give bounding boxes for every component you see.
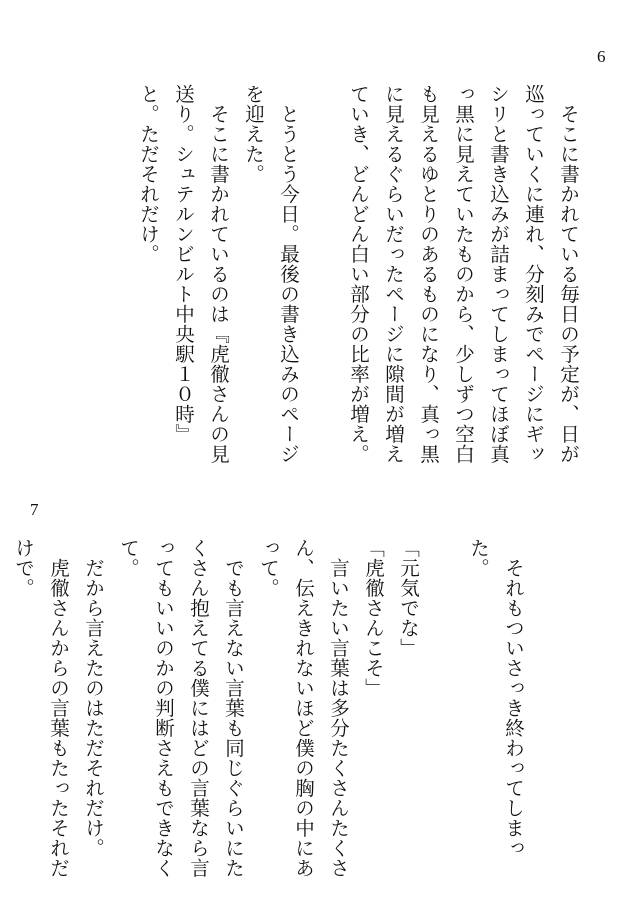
- paragraph: 言いたい言葉は多分たくさんたくさん、伝えきれないほど僕の胸の中にあって。: [257, 538, 350, 878]
- page-number-top: 6: [597, 47, 606, 66]
- page-number-bottom: 7: [30, 500, 39, 519]
- page-6-body-text: [131, 84, 586, 464]
- dialogue-line: 「虎徹さんこそ」: [362, 538, 385, 698]
- dialogue-line: 「元気でな」: [397, 538, 420, 658]
- paragraph: それもついさっき終わってしまった。: [467, 538, 525, 858]
- paragraph: そこに書かれている毎日の予定が、日が巡っていくに連れ、分刻みでページにギッシリと書き込みが詰まってしまってほぼ真っ黒に見えていたものから、少しずつ空白も見えるゆとりのあるものになり、真っ黒に見えるぐらいだったページに隙間が増えていき、どんどん白い部分の比率が増え。: [347, 84, 580, 464]
- paragraph: 虎徹さんからの言葉もたったそれだけで。: [12, 538, 70, 878]
- blank-line: [426, 538, 461, 878]
- paragraph: だから言えたのはただそれだけ。: [82, 538, 105, 858]
- blank-line: [306, 84, 341, 464]
- paragraph: とうとう今日。最後の書き込みのページを迎えた。: [242, 84, 300, 464]
- paragraph: そこに書かれているのは『虎徹さんの見送り。シュテルンビルト中央駅１０時』と。ただそれだけ。: [137, 84, 230, 464]
- page-7-body-text: [6, 538, 531, 878]
- paragraph: でも言えない言葉も同じぐらいにたくさん抱えてる僕にはどの言葉なら言ってもいいのかの判断さえもできなくて。: [117, 538, 245, 878]
